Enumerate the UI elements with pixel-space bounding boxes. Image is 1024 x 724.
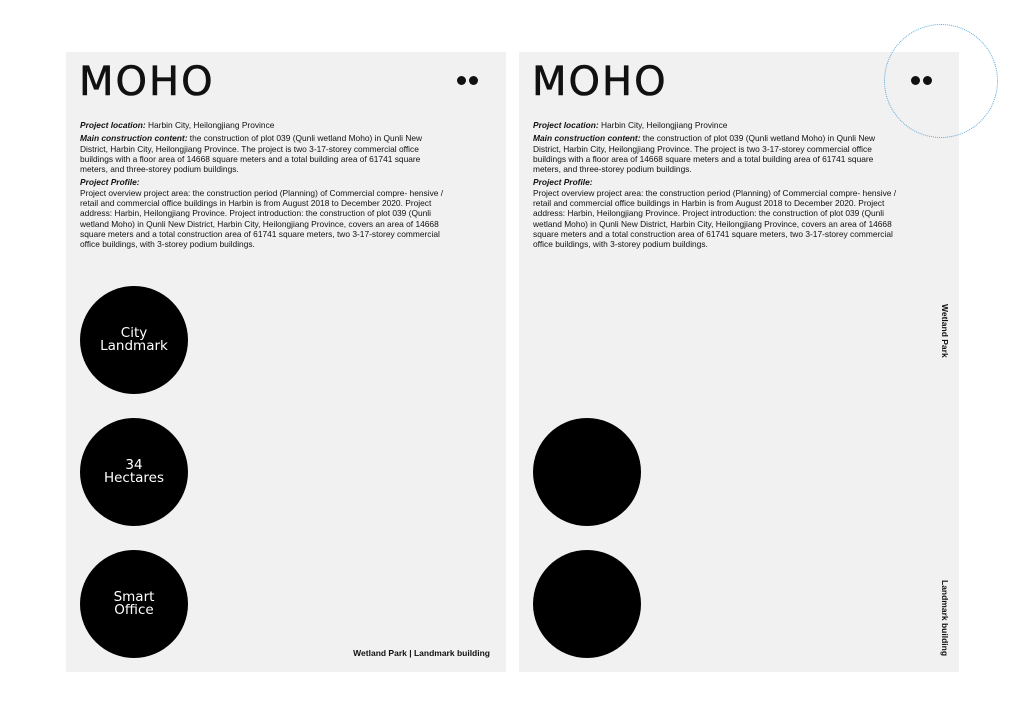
circle-label: City Landmark — [100, 325, 168, 354]
construction-content — [533, 133, 899, 174]
project-info — [533, 120, 899, 253]
profile-text: Project overview project area: the construction period (Planning) of Commercial compre- hensive / retail and commercial office buildings in Harbin is from August 2018 to December 2020. Project address: Harbin, Heilongjiang Province. Project introduction: the construction of plot 039 (Qunli wetland Moho) in Qunli New District, Harbin City, Heilongjiang Province, covers an area of 14668 square meters and a total construction area of 61741 square meters, two 3-17-storey commercial office buildings, with 3-storey podium buildings. — [533, 187, 897, 250]
location-label: Project location: — [80, 120, 146, 130]
city-landmark-circle — [80, 286, 188, 394]
smart-office-circle — [80, 550, 188, 658]
side-label-wetland-park: Wetland Park — [940, 304, 950, 358]
profile-label: Project Profile: — [80, 177, 140, 188]
left-page — [66, 52, 506, 672]
moho-logo: MOHO — [532, 59, 668, 105]
content-text: the construction of plot 039 (Qunli wetland Moho) in Qunli New District, Harbin City, Heilongjiang Province. The project is two 3-17-storey commercial office buildings with a floor area of 14668 square meters and a total building area of 61741 square meters, and three-storey podium buildings. — [533, 133, 876, 175]
blank-circle — [533, 550, 641, 658]
dot — [469, 76, 478, 85]
moho-logo: MOHO — [79, 59, 215, 105]
content-label: Main construction content: — [80, 133, 188, 144]
content-label: Main construction content: — [533, 133, 641, 144]
right-page — [519, 52, 959, 672]
project-location — [533, 120, 899, 130]
selection-ring — [884, 24, 998, 138]
page-footer: Wetland Park | Landmark building — [353, 648, 490, 658]
content-text: the construction of plot 039 (Qunli wetland Moho) in Qunli New District, Harbin City, Heilongjiang Province. The project is two 3-17-storey commercial office buildings with a floor area of 14668 square meters and a total building area of 61741 square meters, and three-storey podium buildings. — [80, 133, 423, 175]
project-info — [80, 120, 446, 253]
project-profile — [533, 177, 899, 249]
project-location — [80, 120, 446, 130]
location-text: Harbin City, Heilongjiang Province — [145, 120, 275, 130]
hectares-circle — [80, 418, 188, 526]
double-dot-icon[interactable] — [457, 76, 478, 85]
dot — [457, 76, 466, 85]
circle-label: Smart Office — [113, 589, 155, 618]
circle-label: 34 Hectares — [103, 457, 165, 486]
profile-label: Project Profile: — [533, 177, 593, 188]
project-profile — [80, 177, 446, 249]
construction-content — [80, 133, 446, 174]
location-text: Harbin City, Heilongjiang Province — [598, 120, 728, 130]
blank-circle — [533, 418, 641, 526]
side-label-landmark-building: Landmark building — [940, 580, 950, 657]
profile-text: Project overview project area: the construction period (Planning) of Commercial compre- hensive / retail and commercial office buildings in Harbin is from August 2018 to December 2020. Project address: Harbin, Heilongjiang Province. Project introduction: the construction of plot 039 (Qunli wetland Moho) in Qunli New District, Harbin City, Heilongjiang Province, covers an area of 14668 square meters and a total construction area of 61741 square meters, two 3-17-storey commercial office buildings, with 3-storey podium buildings. — [80, 187, 444, 250]
location-label: Project location: — [533, 120, 599, 130]
